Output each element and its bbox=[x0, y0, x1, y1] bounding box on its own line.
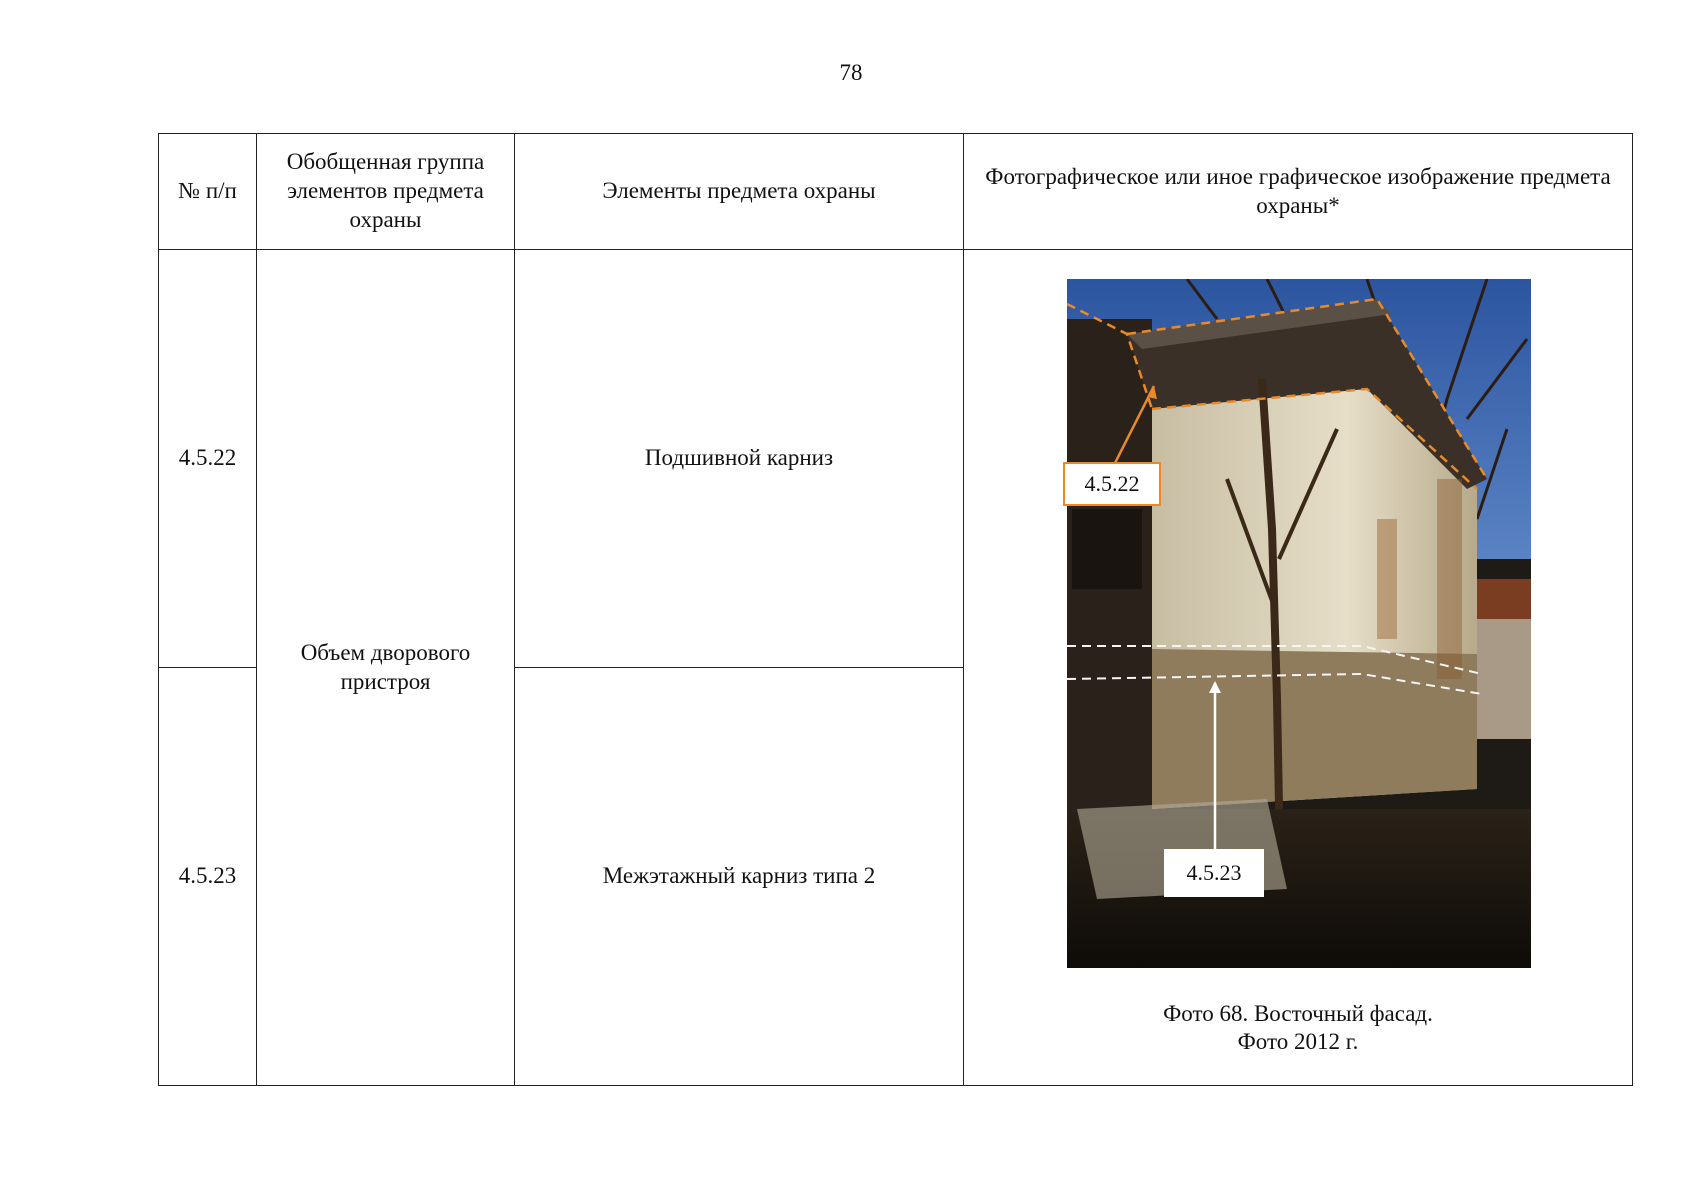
caption-line-2: Фото 2012 г. bbox=[1237, 1028, 1359, 1054]
row-number: 4.5.23 bbox=[159, 668, 257, 1086]
header-image: Фотографическое или иное графическое изображение предмета охраны* bbox=[964, 134, 1633, 250]
row-element: Подшивной карниз bbox=[515, 250, 964, 668]
group-cell: Объем дворового пристроя bbox=[257, 250, 515, 1086]
table-header-row bbox=[159, 134, 1633, 250]
photo-cell bbox=[964, 250, 1633, 1086]
callout-4-5-23: 4.5.23 bbox=[1164, 849, 1264, 897]
protection-table bbox=[158, 133, 1633, 1086]
caption-line-1: Фото 68. Восточный фасад. bbox=[1163, 1001, 1433, 1026]
photo-caption bbox=[964, 1000, 1632, 1055]
facade-photo bbox=[1067, 279, 1531, 968]
table-row bbox=[159, 250, 1633, 668]
callout-4-5-22: 4.5.22 bbox=[1063, 462, 1161, 506]
header-elements: Элементы предмета охраны bbox=[515, 134, 964, 250]
header-group: Обобщенная группа элементов предмета охраны bbox=[257, 134, 515, 250]
row-number: 4.5.22 bbox=[159, 250, 257, 668]
facade-photo-image bbox=[1067, 279, 1531, 968]
header-number: № п/п bbox=[159, 134, 257, 250]
page-number: 78 bbox=[839, 60, 863, 85]
row-element: Межэтажный карниз типа 2 bbox=[515, 668, 964, 1086]
